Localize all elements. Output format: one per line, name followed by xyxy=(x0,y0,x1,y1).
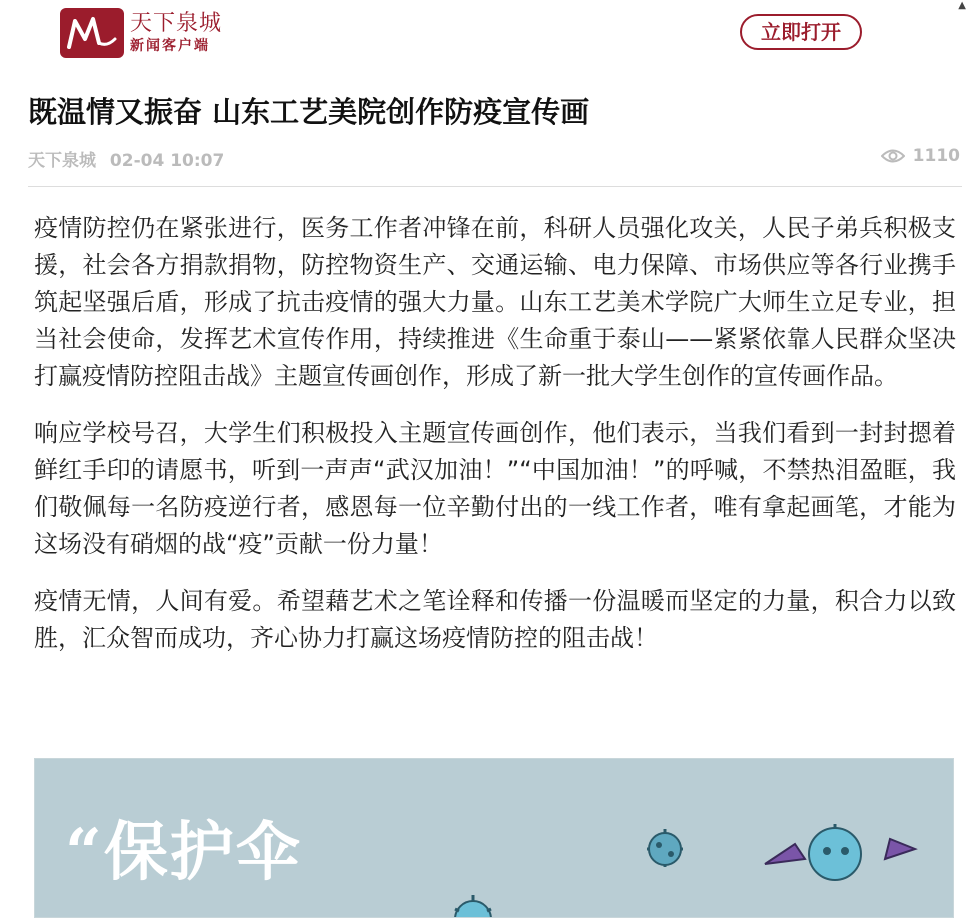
view-count-value: 1110 xyxy=(912,146,960,166)
image-artwork-text: “保护伞 xyxy=(65,815,302,890)
virus-icon xyxy=(647,829,683,867)
scroll-indicator-icon[interactable]: ▲ xyxy=(958,0,966,11)
logo-mark-icon xyxy=(60,8,124,58)
article-paragraph: 疫情防控仍在紧张进行，医务工作者冲锋在前，科研人员强化攻关，人民子弟兵积极支援，社会各方捐款捐物，防控物资生产、交通运输、电力保障、市场供应等各行业携手筑起坚强后盾，形成了抗击疫情的强大力量。山东工艺美术学院广大师生立足专业，担当社会使命，发挥艺术宣传作用，持续推进《生命重于泰山——紧紧依靠人民群众坚决打赢疫情防控阻击战》主题宣传画创作，形成了新一批大学生创作的宣传画作品。 xyxy=(34,214,956,390)
logo-sub-text: 新闻客户端 xyxy=(130,38,210,54)
article-paragraph: 响应学校号召，大学生们积极投入主题宣传画创作，他们表示，当我们看到一封封摁着鲜红手印的请愿书，听到一声声“武汉加油！”“中国加油！”的呼喊，不禁热泪盈眶，我们敬佩每一名防疫逆行者，感恩每一位辛勤付出的一线工作者，唯有拿起画笔，才能为这场没有硝烟的战“疫”贡献一份力量！ xyxy=(34,419,956,558)
article-image[interactable] xyxy=(34,758,954,918)
view-count xyxy=(881,146,960,166)
logo-text xyxy=(130,11,222,55)
divider xyxy=(28,186,962,187)
bat-virus-icon xyxy=(765,824,915,880)
image-illustration xyxy=(35,759,954,918)
article-source[interactable]: 天下泉城 xyxy=(28,151,96,171)
article-title: 既温情又振奋 山东工艺美院创作防疫宣传画 xyxy=(28,95,590,129)
article-meta xyxy=(28,146,232,171)
logo-main-text: 天下泉城 xyxy=(130,11,223,36)
open-app-button[interactable]: 立即打开 xyxy=(740,14,862,50)
eye-icon xyxy=(881,148,905,164)
app-header xyxy=(0,0,966,72)
app-logo[interactable] xyxy=(60,6,230,60)
article-datetime: 02-04 10:07 xyxy=(109,151,225,171)
article-paragraph: 疫情无情，人间有爱。希望藉艺术之笔诠释和传播一份温暖而坚定的力量，积合力以致胜，汇众智而成功，齐心协力打赢这场疫情防控的阻击战！ xyxy=(34,587,956,652)
article-body xyxy=(34,210,956,677)
